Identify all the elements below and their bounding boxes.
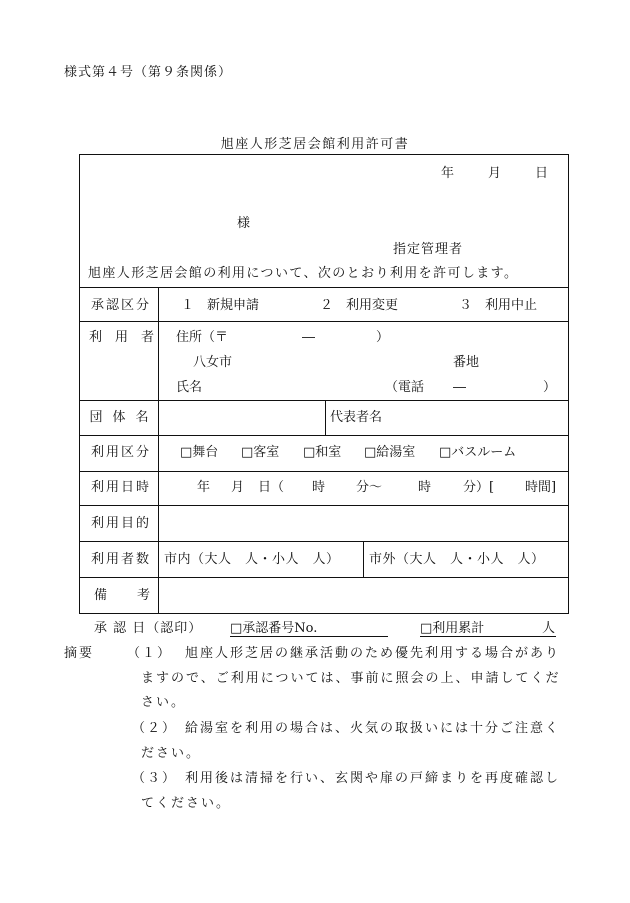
block-label: 番地 — [453, 355, 480, 370]
note-number: （３） — [132, 771, 178, 786]
representative-label: 代表者名 — [330, 410, 383, 425]
addressee-suffix: 様 — [237, 216, 251, 231]
phone-dash: ― — [453, 380, 466, 395]
approval-type-label: 承認区分 — [90, 298, 151, 313]
note-line: ますので、ご利用については、事前に照会の上、申請してくだ — [141, 671, 561, 686]
datetime-hour-end: 時 — [418, 480, 432, 495]
rule — [80, 541, 568, 542]
note-line: 給湯室を利用の場合は、火気の取扱いには十分ご注意く — [185, 721, 561, 736]
name-label: 氏名 — [176, 380, 203, 395]
approval-date-label: 承 認 日（認印） — [94, 621, 203, 636]
phone-close: ） — [543, 380, 557, 395]
date-year: 年 — [441, 166, 455, 181]
usage-option-bathroom[interactable]: □バスルーム — [439, 445, 517, 460]
permit-form-table — [79, 154, 569, 614]
datetime-day: 日（ — [258, 480, 285, 495]
cumulative-unit: 人 — [542, 621, 556, 636]
usage-option-japanese-room[interactable]: □和室 — [303, 445, 342, 460]
usage-area-label: 利用区分 — [90, 445, 151, 460]
note-number: （２） — [132, 721, 178, 736]
usage-option-kitchenette[interactable]: □給湯室 — [364, 445, 416, 460]
rule — [80, 435, 568, 436]
rule — [80, 287, 568, 288]
permit-statement: 旭座人形芝居会館の利用について、次のとおり利用を許可します。 — [88, 266, 519, 281]
approval-number-underline — [230, 636, 388, 637]
column-divider — [325, 400, 326, 435]
document-title: 旭座人形芝居会館利用許可書 — [220, 137, 410, 152]
user-count-outside: 市外（大人 人・小人 人） — [369, 552, 545, 567]
datetime-hour-start: 時 — [312, 480, 326, 495]
note-number: （１） — [127, 646, 173, 661]
note-line: 旭座人形芝居の継承活動のため優先利用する場合があり — [185, 646, 561, 661]
note-line: ださい。 — [141, 746, 202, 761]
approval-option-new[interactable]: １ 新規申請 — [181, 298, 260, 313]
approval-option-cancel[interactable]: ３ 利用中止 — [459, 298, 538, 313]
phone-label: （電話 — [385, 380, 425, 395]
column-divider — [363, 541, 364, 577]
purpose-label: 利用目的 — [90, 516, 151, 531]
rule — [80, 577, 568, 578]
cumulative-label: □利用累計 — [420, 621, 485, 636]
rule — [80, 471, 568, 472]
notes-heading: 摘要 — [64, 646, 95, 661]
datetime-minute-start: 分～ — [356, 480, 383, 495]
rule — [80, 321, 568, 322]
date-month: 月 — [488, 166, 502, 181]
datetime-month: 月 — [231, 480, 245, 495]
approval-option-change[interactable]: ２ 利用変更 — [320, 298, 399, 313]
remarks-label: 備考 — [94, 588, 181, 603]
rule — [80, 400, 568, 401]
group-name-label: 団体名 — [89, 410, 159, 425]
usage-datetime-label: 利用日時 — [90, 480, 151, 495]
datetime-year: 年 — [197, 480, 211, 495]
form-number: 様式第４号（第９条関係） — [64, 65, 233, 80]
user-count-label: 利用者数 — [90, 552, 151, 567]
issuer-label: 指定管理者 — [393, 242, 464, 257]
city-label: 八女市 — [193, 355, 233, 370]
postal-dash: ― — [302, 330, 315, 345]
postal-close: ） — [376, 330, 390, 345]
note-line: 利用後は清掃を行い、玄関や扉の戸締まりを再度確認し — [185, 771, 561, 786]
user-count-inside: 市内（大人 人・小人 人） — [164, 552, 340, 567]
note-line: さい。 — [141, 695, 187, 710]
note-line: てください。 — [141, 796, 232, 811]
rule — [80, 505, 568, 506]
date-day: 日 — [535, 166, 549, 181]
address-label: 住所（〒 — [176, 330, 229, 345]
usage-option-stage[interactable]: □舞台 — [180, 445, 219, 460]
cumulative-underline — [420, 636, 556, 637]
approval-number-label: □承認番号No. — [230, 621, 318, 636]
user-label: 利用者 — [89, 330, 168, 345]
usage-option-seating[interactable]: □客室 — [241, 445, 280, 460]
datetime-minute-end: 分）[ — [463, 480, 495, 495]
datetime-hours: 時間] — [525, 480, 557, 495]
